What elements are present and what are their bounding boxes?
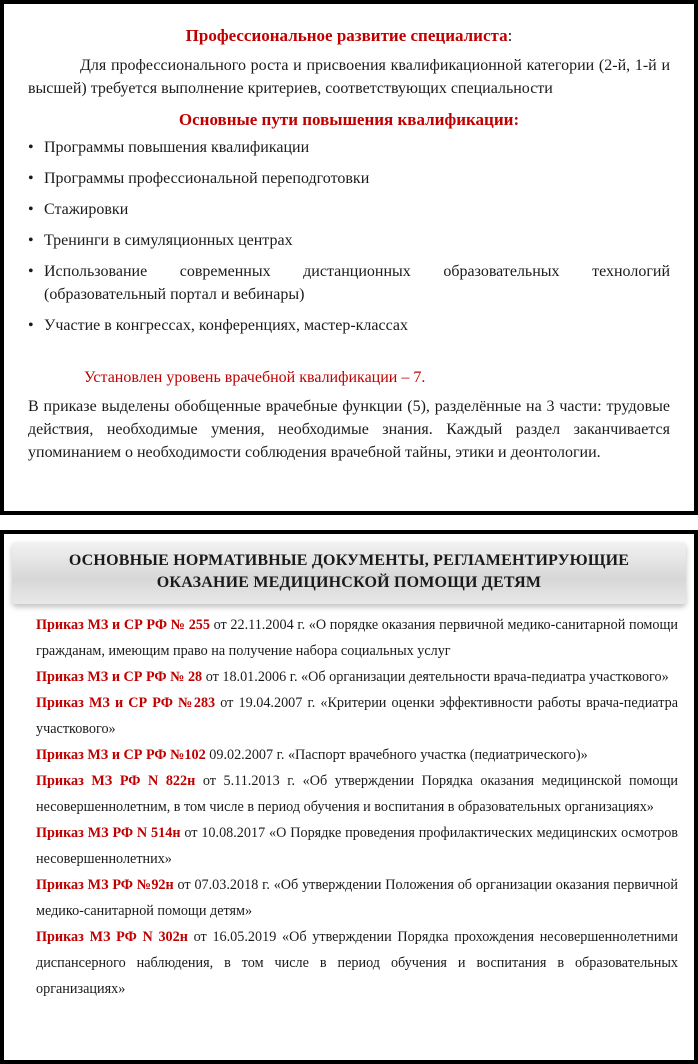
document-item bbox=[36, 690, 678, 742]
slide-panel bbox=[4, 534, 694, 1060]
slide-regulatory-documents bbox=[0, 530, 698, 1064]
qualification-level-note: Установлен уровень врачебной квалификации – 7. bbox=[84, 369, 426, 386]
document-description: от 18.01.2006 г. «Об организации деятельности врача-педиатра участкового» bbox=[202, 669, 669, 685]
document-description: 09.02.2007 г. «Паспорт врачебного участка (педиатрического)» bbox=[205, 747, 588, 763]
document-item bbox=[36, 742, 678, 768]
document-reference: Приказ МЗ и СР РФ №283 bbox=[36, 695, 216, 711]
list-item: • Участие в конгрессах, конференциях, мастер-классах bbox=[28, 314, 670, 337]
document-reference: Приказ МЗ и СР РФ №102 bbox=[36, 747, 206, 763]
title-text: Профессиональное развитие специалиста bbox=[185, 26, 508, 45]
document-reference: Приказ МЗ РФ N 302н bbox=[36, 929, 188, 945]
document-item bbox=[36, 612, 678, 664]
document-item bbox=[36, 872, 678, 924]
document-description: от 19.04.2007 г. «Критерии оценки эффективности работы врача-педиатра участкового» bbox=[36, 695, 678, 737]
slide-panel bbox=[4, 4, 694, 511]
qualification-paths-list bbox=[28, 136, 670, 337]
document-item bbox=[36, 664, 678, 690]
document-description: от 22.11.2004 г. «О порядке оказания первичной медико-санитарной помощи гражданам, имеющим право на получение набора социальных услуг bbox=[36, 617, 678, 659]
document-reference: Приказ МЗ и СР РФ № 255 bbox=[36, 617, 210, 633]
document-description: от 07.03.2018 г. «Об утверждении Положения об организации оказания первичной медико-санитарной помощи детям» bbox=[36, 877, 678, 919]
list-item: • Тренинги в симуляционных центрах bbox=[28, 229, 670, 252]
slide-title bbox=[28, 26, 670, 46]
document-reference: Приказ МЗ РФ N 514н bbox=[36, 825, 181, 841]
intro-paragraph: Для профессионального роста и присвоения квалификационной категории (2-й, 1-й и высшей) требуется выполнение критериев, соответствующих специальности bbox=[28, 57, 670, 97]
header-line: ОСНОВНЫЕ НОРМАТИВНЫЕ ДОКУМЕНТЫ, РЕГЛАМЕНТИРУЮЩИЕ bbox=[68, 552, 630, 569]
document-description: от 10.08.2017 «О Порядке проведения профилактических медицинских осмотров несовершеннолетних» bbox=[36, 825, 678, 867]
slide-header-banner bbox=[12, 542, 686, 604]
slide-professional-development bbox=[0, 0, 698, 515]
header-line: ОКАЗАНИЕ МЕДИЦИНСКОЙ ПОМОЩИ ДЕТЯМ bbox=[156, 574, 542, 591]
document-item bbox=[36, 820, 678, 872]
document-reference: Приказ МЗ РФ N 822н bbox=[36, 773, 196, 789]
list-item: • Программы профессиональной переподготовки bbox=[28, 167, 670, 190]
section-subtitle: Основные пути повышения квалификации: bbox=[178, 110, 520, 129]
list-item: • Стажировки bbox=[28, 198, 670, 221]
document-description: от 16.05.2019 «Об утверждении Порядка прохождения несовершеннолетними диспансерного наблюдения, в том числе в период обучения и воспитания в образовательных организациях» bbox=[36, 929, 678, 997]
document-reference: Приказ МЗ РФ №92н bbox=[36, 877, 174, 893]
document-reference: Приказ МЗ и СР РФ № 28 bbox=[36, 669, 203, 685]
document-description: от 5.11.2013 г. «Об утверждении Порядка оказания медицинской помощи несовершеннолетним, в том числе в период обучения и воспитания в образовательных организациях» bbox=[36, 773, 679, 815]
documents-list bbox=[6, 604, 692, 1002]
summary-paragraph: В приказе выделены обобщенные врачебные функции (5), разделённые на 3 части: трудовые действия, необходимые умения, необходимые знания. Каждый раздел заканчивается упоминанием о необходимости соблюдения врачебной тайны, этики и деонтологии. bbox=[28, 398, 670, 461]
title-colon: : bbox=[507, 26, 513, 45]
list-item: • Программы повышения квалификации bbox=[28, 136, 670, 159]
list-item: • Использование современных дистанционных образовательных технологий (образовательный портал и вебинары) bbox=[28, 260, 670, 306]
document-item bbox=[36, 924, 678, 1002]
document-item bbox=[36, 768, 678, 820]
